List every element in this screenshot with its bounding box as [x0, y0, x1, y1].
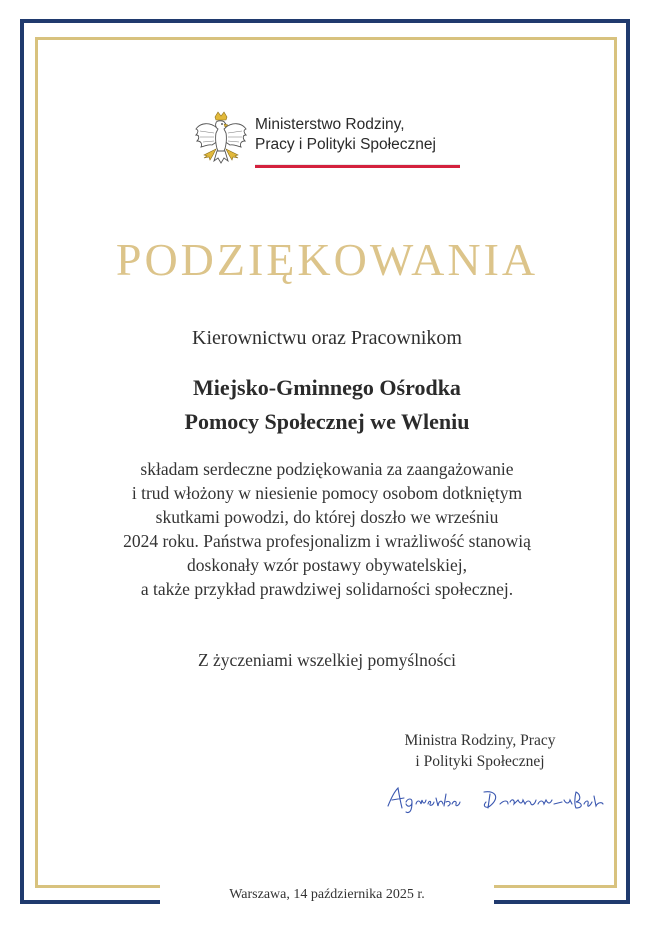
recipient-organization [0, 371, 654, 439]
body-line: a także przykład prawdziwej solidarności społecznej. [140, 579, 514, 599]
recipient-line: Kierownictwu oraz Pracownikom [192, 327, 462, 349]
org-line1: Miejsko-Gminnego Ośrodka [193, 375, 461, 400]
flag-bar [255, 164, 460, 168]
ministry-logo [194, 111, 464, 171]
signer-line1: Ministra Rodziny, Pracy [404, 732, 556, 749]
signer-line2: i Polityki Społecznej [415, 753, 545, 770]
body-line: 2024 roku. Państwa profesjonalizm i wrażliwość stanowią [123, 531, 531, 551]
body-text [0, 457, 654, 601]
body-line: składam serdeczne podziękowania za zaangażowanie [140, 459, 514, 479]
closing-wishes: Z życzeniami wszelkiej pomyślności [197, 650, 457, 670]
body-line: doskonały wzór postawy obywatelskiej, [187, 555, 467, 575]
body-line: skutkami powodzi, do której doszło we wrześniu [155, 507, 499, 527]
signer-title [360, 730, 600, 772]
page-title: PODZIĘKOWANIA [115, 234, 539, 285]
ministry-name-line1: Ministerstwo Rodziny, [255, 116, 405, 133]
handwritten-signature [384, 782, 609, 822]
ministry-name-line2: Pracy i Polityki Społecznej [255, 136, 436, 153]
org-line2: Pomocy Społecznej we Wleniu [184, 409, 470, 434]
body-line: i trud włożony w niesienie pomocy osobom dotkniętym [131, 483, 523, 503]
ministry-name [255, 115, 436, 155]
white-eagle-icon [194, 111, 248, 169]
place-and-date: Warszawa, 14 października 2025 r. [229, 887, 425, 902]
